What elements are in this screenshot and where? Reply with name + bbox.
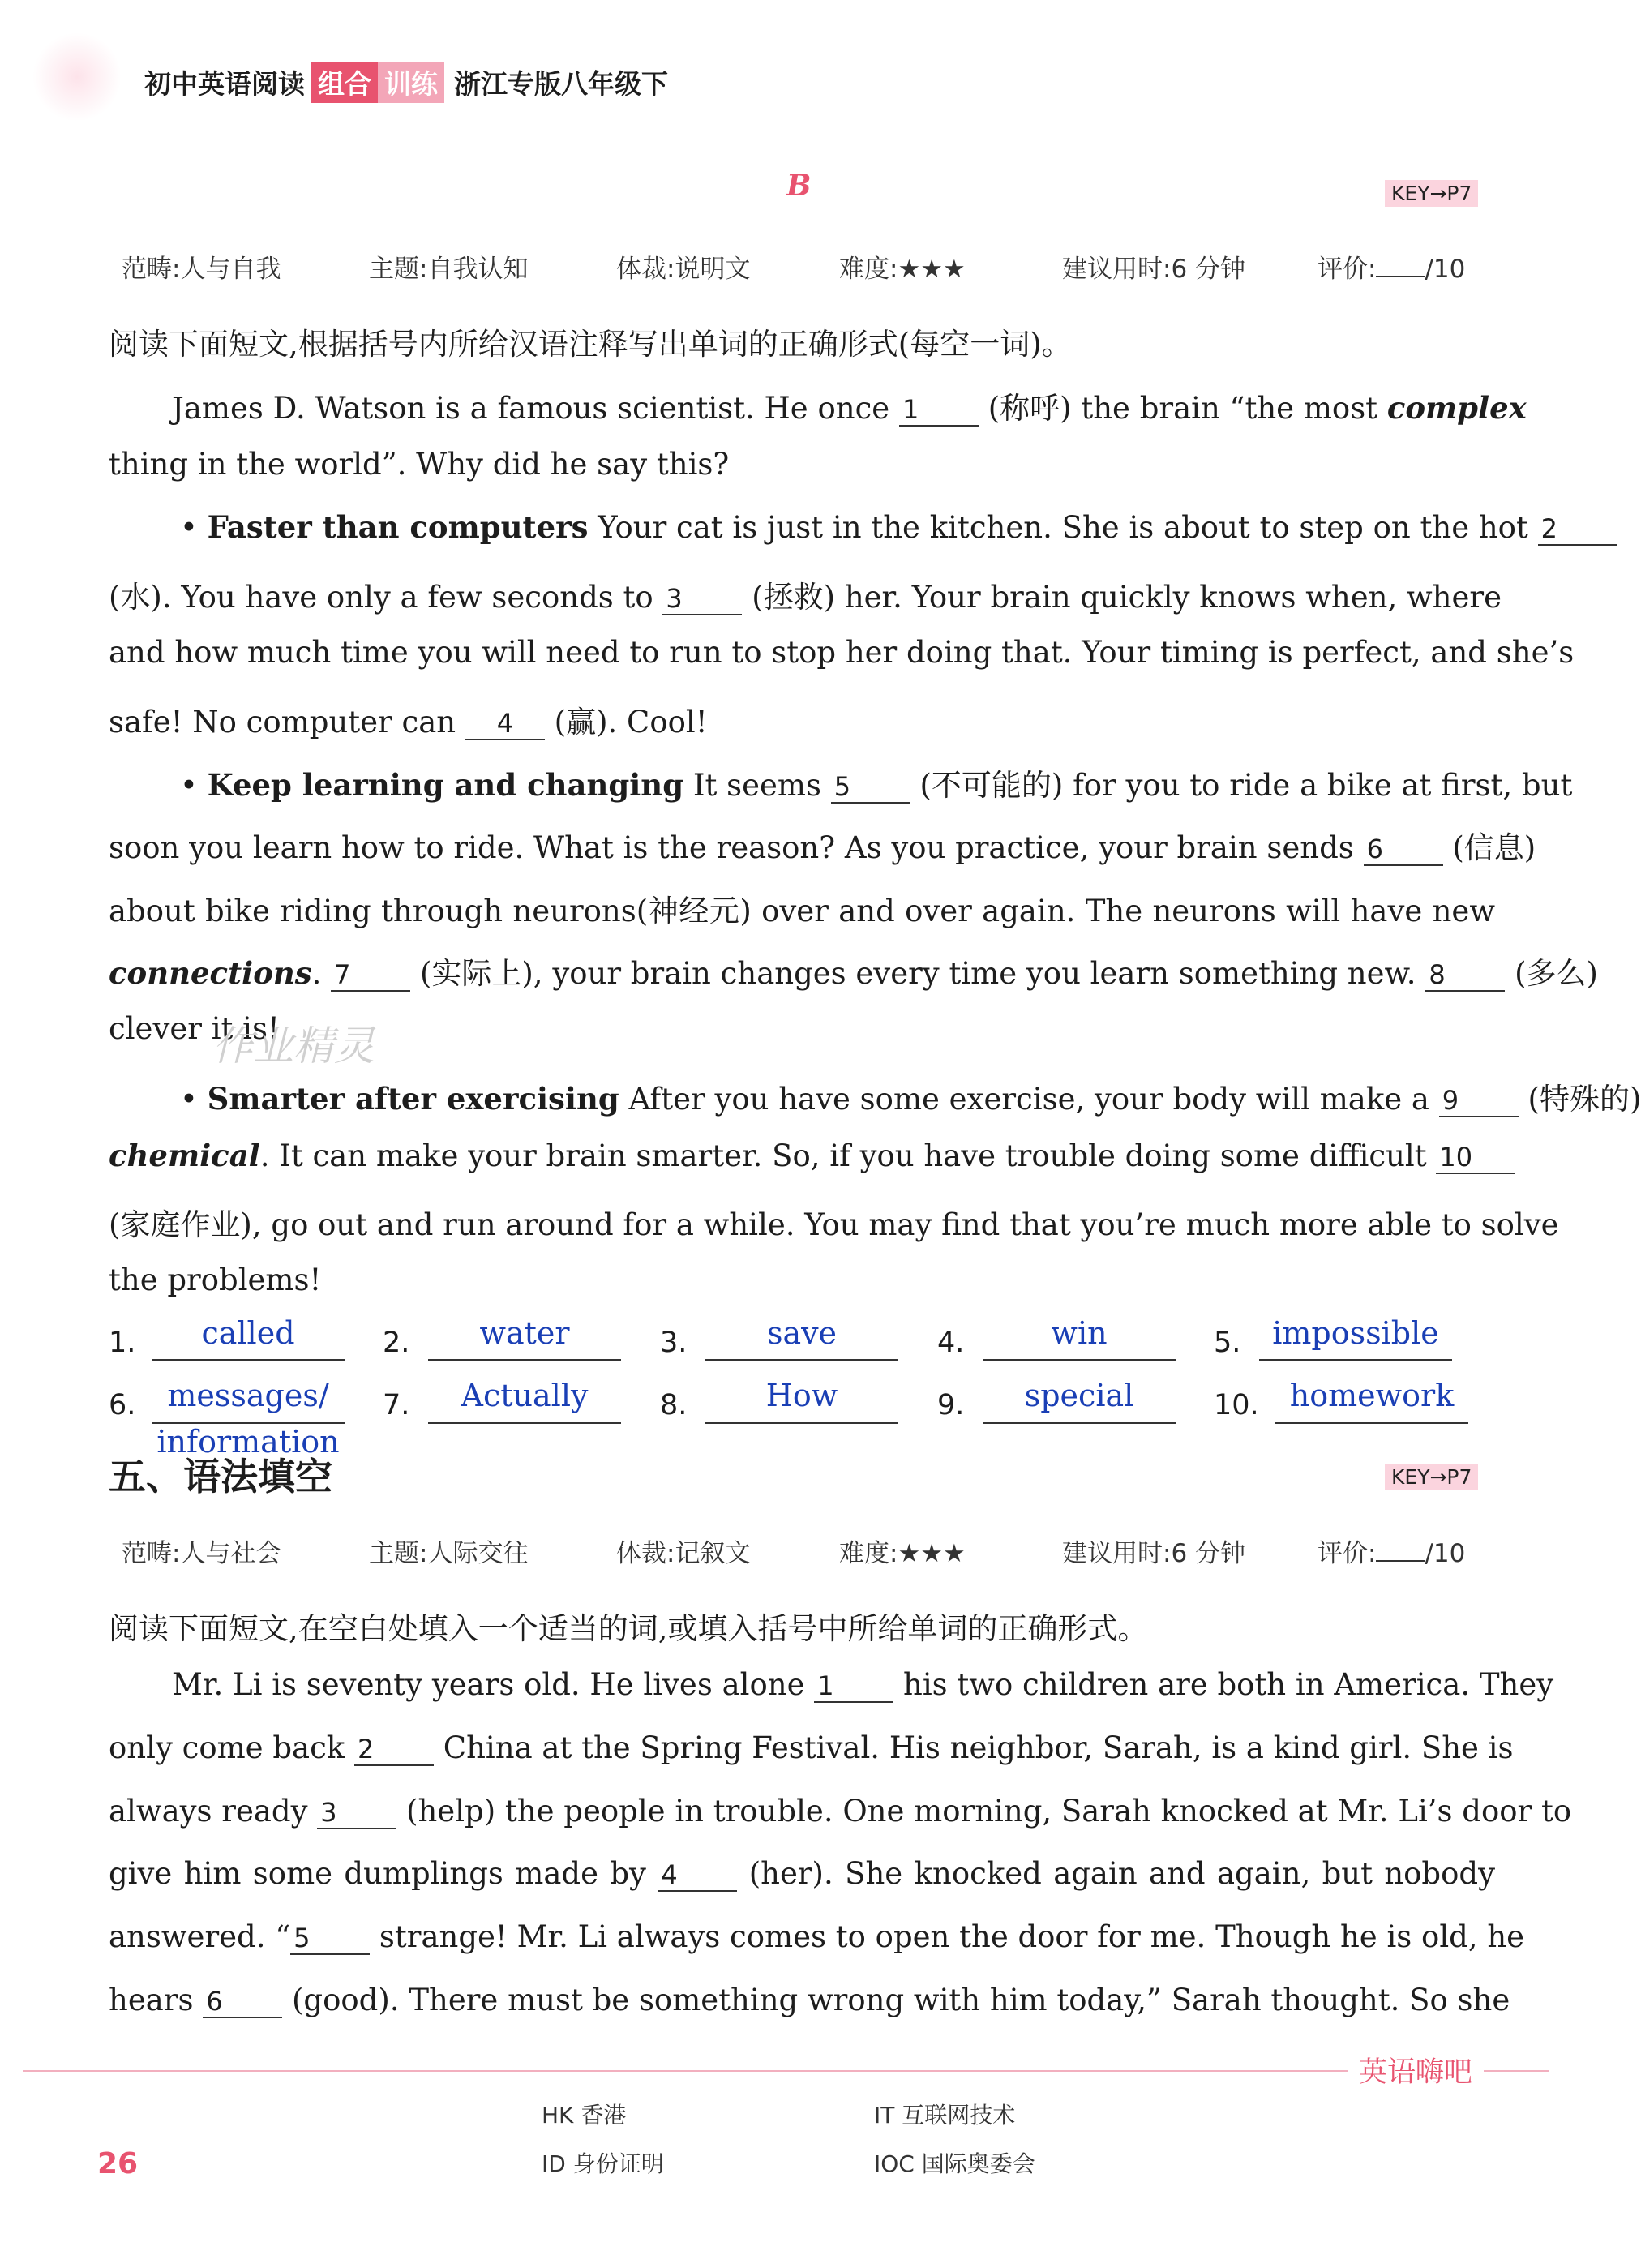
page-number: 26 — [97, 2147, 139, 2180]
instruction: 阅读下面短文,根据括号内所给汉语注释写出单词的正确形式(每空一词)。 — [109, 327, 1072, 362]
subheading: Smarter after exercising — [207, 1081, 619, 1117]
text-line: the problems! — [109, 1263, 322, 1297]
blank-3[interactable]: 3 — [662, 583, 742, 615]
answer-8: How — [765, 1378, 838, 1413]
blank-2[interactable]: 2 — [1538, 513, 1617, 546]
keyword: connections — [109, 955, 312, 991]
edition: 浙江专版八年级下 — [454, 68, 668, 100]
blank-5[interactable]: 5 — [290, 1923, 370, 1955]
text-line: (家庭作业), go out and run around for a while. You may find that you’re much more able to solve — [109, 1207, 1559, 1242]
text-line: • Smarter after exercising After you have some exercise, your body will make a 9 (特殊的) — [180, 1081, 1641, 1117]
tag-training: 训练 — [378, 62, 444, 103]
text-line: answered. “ 5 strange! Mr. Li always comes to open the door for me. Though he is old, he — [109, 1919, 1525, 1954]
section-label: B — [786, 169, 812, 203]
text-line: and how much time you will need to run to stop her doing that. Your timing is perfect, and she’s — [109, 635, 1575, 670]
blank-1[interactable]: 1 — [899, 394, 979, 427]
meta-time: 建议用时:6 分钟 — [1062, 1539, 1246, 1568]
answer-key-ref[interactable]: KEY→P7 — [1385, 1464, 1478, 1490]
vocab-item: HK 香港 — [542, 2102, 627, 2129]
score-blank[interactable] — [1376, 276, 1425, 277]
text-line: always ready 3 (help) the people in trouble. One morning, Sarah knocked at Mr. Li’s door to — [109, 1794, 1572, 1829]
section-title: 五、语法填空 — [109, 1455, 332, 1498]
meta-difficulty: 难度:★★★ — [839, 255, 966, 284]
subheading: Faster than computers — [207, 509, 589, 545]
footer-brand: 英语嗨吧 — [1348, 2050, 1484, 2090]
vocab-item: IOC 国际奥委会 — [874, 2150, 1035, 2177]
bullet: • — [180, 768, 198, 803]
text-line: connections. 7 (实际上), your brain changes every time you learn something new. 8 (多么) — [109, 955, 1598, 991]
blank-1[interactable]: 1 — [814, 1670, 893, 1703]
text-line: • Faster than computers Your cat is just in the kitchen. She is about to step on the hot 2 — [180, 509, 1495, 546]
book-header — [144, 62, 668, 103]
blank-6[interactable]: 6 — [1364, 834, 1443, 866]
answer-4: win — [1051, 1315, 1108, 1351]
answer-2: water — [479, 1315, 570, 1351]
answer-number: 6. — [109, 1389, 136, 1421]
text-line: about bike riding through neurons(神经元) over and over again. The neurons will have new — [109, 894, 1495, 928]
answer-number: 3. — [660, 1327, 688, 1359]
answer-number: 5. — [1214, 1327, 1241, 1359]
vocab-item: ID 身份证明 — [542, 2150, 664, 2177]
answer-key-ref[interactable]: KEY→P7 — [1385, 180, 1478, 207]
answer-number: 9. — [937, 1389, 965, 1421]
vocab-item: IT 互联网技术 — [874, 2102, 1016, 2129]
text-line: soon you learn how to ride. What is the reason? As you practice, your brain sends 6 (信息) — [109, 830, 1536, 865]
score-label: 评价: — [1318, 1539, 1377, 1568]
meta-theme: 主题:自我认知 — [369, 255, 529, 284]
blank-6[interactable]: 6 — [203, 1986, 282, 2018]
blank-7[interactable]: 7 — [331, 959, 410, 992]
blank-3[interactable]: 3 — [317, 1797, 396, 1829]
answer-10: homework — [1289, 1378, 1455, 1413]
meta-category: 范畴:人与社会 — [122, 1539, 281, 1568]
blank-2[interactable]: 2 — [354, 1734, 434, 1766]
score-blank[interactable] — [1376, 1560, 1425, 1562]
answer-3: save — [766, 1315, 838, 1351]
text-line: give him some dumplings made by 4 (her). She knocked again and again, but nobody — [109, 1856, 1495, 1891]
text-line: hears 6 (good). There must be something wrong with him today,” Sarah thought. So she — [109, 1983, 1510, 2017]
bullet: • — [180, 1082, 198, 1117]
answer-number: 10. — [1214, 1389, 1259, 1421]
keyword: chemical — [109, 1138, 260, 1173]
blank-8[interactable]: 8 — [1425, 959, 1505, 992]
text-line: James D. Watson is a famous scientist. He once 1 (称呼) the brain “the most complex — [172, 390, 1527, 426]
tag-combo: 组合 — [311, 62, 378, 103]
answer-1: called — [201, 1315, 295, 1351]
instruction: 阅读下面短文,在空白处填入一个适当的词,或填入括号中所给单词的正确形式。 — [109, 1611, 1148, 1646]
score-total: /10 — [1425, 1539, 1466, 1568]
answer-number: 2. — [383, 1327, 410, 1359]
answer-number: 1. — [109, 1327, 136, 1359]
answer-6-alt: information — [156, 1424, 340, 1460]
text-line: clever it is! — [109, 1011, 280, 1046]
subheading: Keep learning and changing — [207, 767, 684, 803]
meta-genre: 体裁:记叙文 — [616, 1539, 751, 1568]
blank-4[interactable]: 4 — [658, 1859, 737, 1892]
meta-score — [1318, 248, 1465, 285]
answer-5: impossible — [1272, 1315, 1439, 1351]
meta-score — [1318, 1533, 1465, 1569]
answer-7: Actually — [461, 1378, 589, 1413]
score-label: 评价: — [1318, 255, 1377, 284]
footer-divider — [23, 2070, 1549, 2072]
answer-number: 8. — [660, 1389, 688, 1421]
text-line: (水). You have only a few seconds to 3 (拯救) her. Your brain quickly knows when, where — [109, 580, 1502, 615]
corner-decoration — [32, 32, 122, 122]
answer-6: messages/ — [167, 1378, 329, 1413]
keyword: complex — [1386, 390, 1527, 426]
text-line: thing in the world”. Why did he say this? — [109, 447, 730, 482]
meta-category: 范畴:人与自我 — [122, 255, 281, 284]
text-line: chemical. It can make your brain smarter. So, if you have trouble doing some difficult 10 — [109, 1138, 1495, 1174]
score-total: /10 — [1425, 255, 1466, 284]
meta-theme: 主题:人际交往 — [369, 1539, 529, 1568]
blank-5[interactable]: 5 — [831, 771, 910, 804]
book-title: 初中英语阅读 — [144, 68, 305, 100]
watermark: 作业精灵 — [212, 1023, 375, 1070]
blank-10[interactable]: 10 — [1436, 1142, 1515, 1174]
meta-genre: 体裁:说明文 — [616, 255, 751, 284]
blank-9[interactable]: 9 — [1439, 1085, 1519, 1117]
answer-number: 7. — [383, 1389, 410, 1421]
blank-4[interactable]: 4 — [465, 708, 545, 740]
bullet: • — [180, 510, 198, 545]
answer-9: special — [1024, 1378, 1134, 1413]
text-line: safe! No computer can 4 (赢). Cool! — [109, 705, 708, 740]
meta-difficulty: 难度:★★★ — [839, 1539, 966, 1568]
answer-number: 4. — [937, 1327, 965, 1359]
text-line: Mr. Li is seventy years old. He lives alone 1 his two children are both in America. They — [172, 1667, 1554, 1702]
meta-time: 建议用时:6 分钟 — [1062, 255, 1246, 284]
text-line: only come back 2 China at the Spring Festival. His neighbor, Sarah, is a kind girl. She is — [109, 1730, 1514, 1765]
text-line: • Keep learning and changing It seems 5 (不可能的) for you to ride a bike at first, but — [180, 767, 1573, 803]
